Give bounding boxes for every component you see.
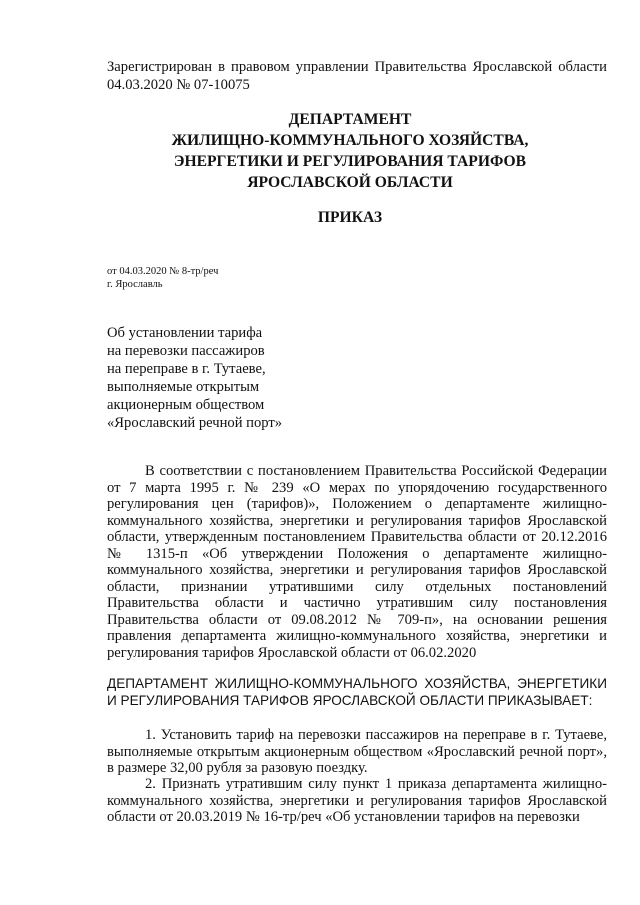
preamble-paragraph: В соответствии с постановлением Правительства Российской Федерации от 7 марта 1995 г. № 239 «О мерах по упорядочению государственного регулирования цен (тарифов)», Положением о департаменте жилищно-коммунального хозяйства, энергетики и регулирования тарифов Ярославской области, утвержденным постановлением Правительства области от 20.12.2016 № 1315-п «Об утверждении Положения о департаменте жилищно-коммунального хозяйства, энергетики и регулирования тарифов Ярославской области, признании утратившими силу отдельных постановлений Правительства области и частично утратившим силу постановления Правительства области от 09.08.2012 № 709-п», на основании решения правления департамента жилищно-коммунального хозяйства, энергетики и регулирования тарифов Ярославской области от 06.02.2020 (107, 463, 607, 661)
order-meta (107, 265, 218, 291)
department-header (100, 109, 600, 193)
order-title: ПРИКАЗ (317, 209, 383, 226)
department-header-line: ДЕПАРТАМЕНТ (288, 111, 412, 128)
order-subject (107, 324, 347, 432)
department-header-line: ЖИЛИЩНО-КОММУНАЛЬНОГО ХОЗЯЙСТВА, (171, 132, 529, 149)
order-item-1: 1. Установить тариф на перевозки пассажиров на переправе в г. Тутаеве, выполняемые открытым акционерным обществом «Ярославский речной порт», в размере 32,00 рубля за разовую поездку. (107, 727, 607, 776)
order-date-number: от 04.03.2020 № 8-тр/реч (107, 266, 219, 277)
registration-note: Зарегистрирован в правовом управлении Правительства Ярославской области 04.03.2020 № 07-10075 (107, 59, 607, 93)
subject-line: на перевозки пассажиров (107, 343, 265, 359)
subject-line: Об установлении тарифа (107, 325, 263, 341)
order-item-2: 2. Признать утратившим силу пункт 1 приказа департамента жилищно-коммунального хозяйства, энергетики и регулирования тарифов Ярославской области от 20.03.2019 № 16-тр/реч «Об установлении тарифов на перевозки (107, 776, 607, 825)
subject-line: акционерным обществом (107, 397, 265, 413)
subject-line: на переправе в г. Тутаеве, (107, 361, 266, 377)
decree-paragraph: ДЕПАРТАМЕНТ ЖИЛИЩНО-КОММУНАЛЬНОГО ХОЗЯЙСТВА, ЭНЕРГЕТИКИ И РЕГУЛИРОВАНИЯ ТАРИФОВ ЯРОСЛАВСКОЙ ОБЛАСТИ ПРИКАЗЫВАЕТ: (107, 676, 607, 708)
department-header-line: ЭНЕРГЕТИКИ И РЕГУЛИРОВАНИЯ ТАРИФОВ (173, 153, 527, 170)
subject-line: выполняемые открытым (107, 379, 260, 395)
subject-line: «Ярославский речной порт» (107, 415, 283, 431)
department-header-line: ЯРОСЛАВСКОЙ ОБЛАСТИ (247, 174, 453, 191)
order-city: г. Ярославль (107, 279, 163, 290)
